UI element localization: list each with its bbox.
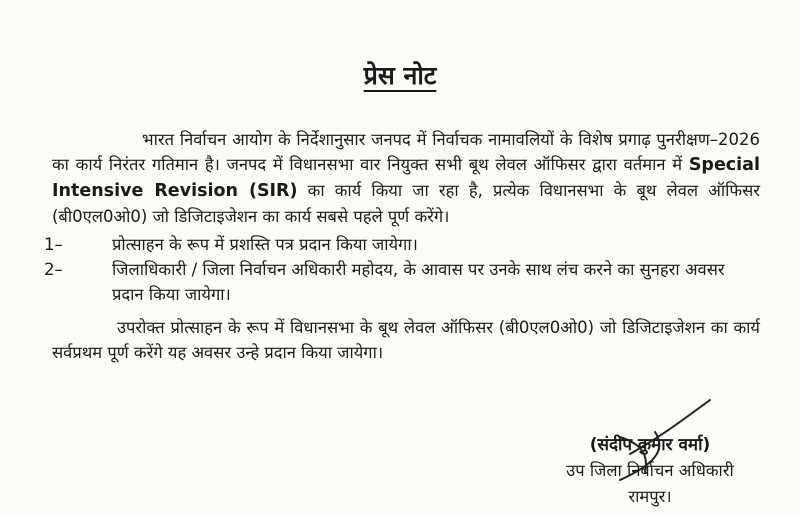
list-item-text: जिलाधिकारी / जिला निर्वाचन अधिकारी महोदय, के आवास पर उनके साथ लंच करने का सुनहरा अवसर प्रदान किया जायेगा। <box>112 260 725 304</box>
signatory-designation: उप जिला निर्वाचन अधिकारी <box>566 461 734 480</box>
paragraph-intro-text-cont: का कार्य किया जा रहा है, प्रत्येक विधानसभा के बूथ लेवल ऑफिसर (बी0एल0ओ0) जो डिजिटाइजेशन का कार्य सबसे पहले पूर्ण करेंगे। <box>52 181 760 226</box>
signature-block <box>520 432 780 510</box>
list-item <box>44 257 760 307</box>
signatory-place: रामपुर। <box>628 487 672 506</box>
list-item <box>44 232 760 257</box>
signatory-name: (संदीप कुमार वर्मा) <box>589 435 711 455</box>
paragraph-intro-text: भारत निर्वाचन आयोग के निर्देशानुसार जनपद में निर्वाचक नामावलियों के विशेष प्रगाढ़ पुनरीक्षण–2026 का कार्य निरंतर गतिमान है। जनपद में विधानसभा वार नियुक्त सभी बूथ लेवल ऑफिसर द्वारा वर्तमान में <box>52 130 760 174</box>
document-title: प्रेस नोट <box>363 61 437 90</box>
handwritten-signature <box>560 392 740 482</box>
list-item-text: प्रोत्साहन के रूप में प्रशस्ति पत्र प्रदान किया जायेगा। <box>112 235 418 254</box>
list-item-number: 1– <box>44 235 63 254</box>
paragraph-intro <box>52 127 760 229</box>
sir-english-text: Special Intensive Revision (SIR) <box>52 155 760 201</box>
incentive-list <box>44 232 760 307</box>
paragraph-closing: उपरोक्त प्रोत्साहन के रूप में विधानसभा के बूथ लेवल ऑफिसर (बी0एल0ओ0) जो डिजिटाइजेशन का कार्य सर्वप्रथम पूर्ण करेंगे यह अवसर उन्हे प्रदान किया जायेगा। <box>52 318 760 362</box>
list-item-number: 2– <box>44 260 63 279</box>
